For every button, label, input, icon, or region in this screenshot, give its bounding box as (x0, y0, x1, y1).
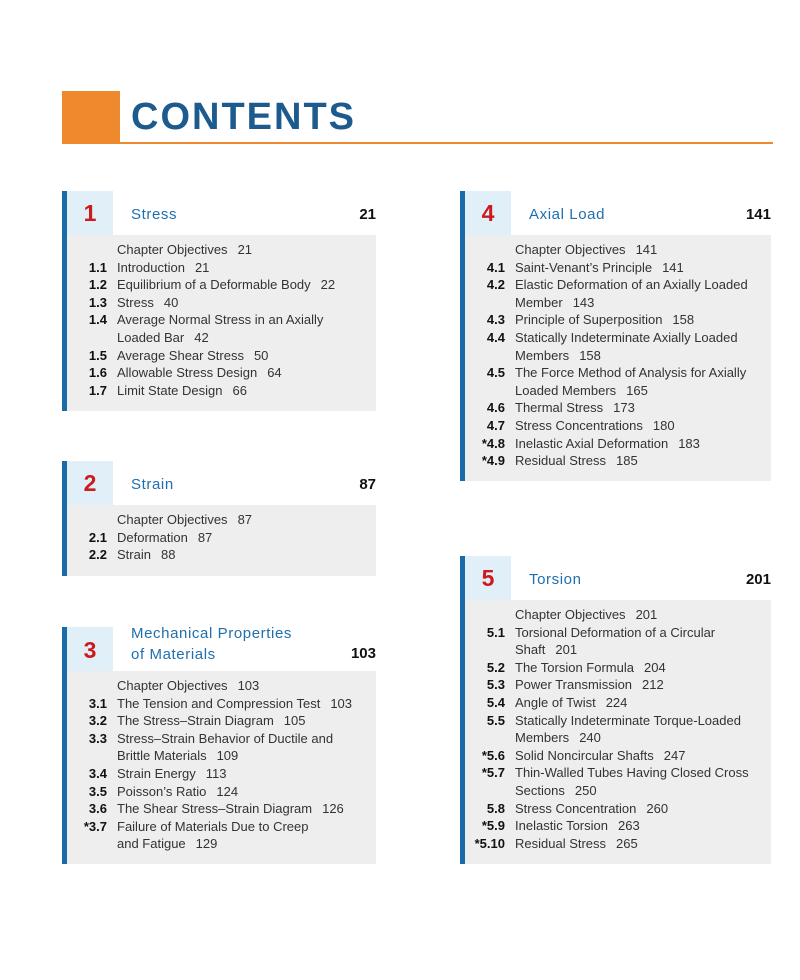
toc-entry[interactable] (67, 529, 367, 547)
toc-entry[interactable] (67, 712, 367, 730)
toc-entry[interactable] (465, 835, 761, 853)
section-title: Average Normal Stress in an Axially Loaded Bar (117, 312, 324, 345)
toc-entry[interactable] (67, 259, 367, 277)
toc-entry[interactable] (67, 294, 367, 312)
section-title: Thermal Stress (515, 400, 604, 416)
section-page: 143 (572, 294, 595, 310)
toc-entry[interactable] (67, 695, 367, 713)
section-title: Saint-Venant’s Principle (515, 259, 653, 275)
section-page: 165 (626, 382, 648, 398)
section-title: Inelastic Torsion (515, 818, 608, 834)
section-page: 224 (605, 694, 628, 710)
section-page: 129 (195, 836, 218, 852)
section-title: Strain Energy (117, 765, 196, 781)
toc-entry[interactable] (465, 452, 761, 470)
section-page: 103 (330, 695, 353, 711)
chapter-page: 21 (359, 206, 376, 223)
section-title: Chapter Objectives (117, 512, 228, 527)
section-title: Power Transmission (515, 677, 633, 693)
section-title: Chapter Objectives (515, 607, 626, 622)
section-number: *5.6 (481, 747, 505, 763)
section-number: 3.4 (88, 765, 107, 781)
section-number: *3.7 (83, 818, 107, 834)
section-page: 21 (194, 259, 210, 275)
section-title: Strain (117, 547, 151, 563)
section-page: 42 (194, 329, 209, 345)
chapter-page: 201 (745, 571, 771, 588)
chapter-title-line-2[interactable]: of Materials (131, 646, 216, 663)
entry-list (67, 241, 367, 399)
toc-entry[interactable] (465, 817, 761, 835)
chapter-4 (460, 191, 771, 481)
toc-entry[interactable] (465, 311, 761, 329)
section-page: 201 (635, 607, 658, 622)
section-page: 126 (322, 801, 344, 817)
chapter-number: 5 (481, 565, 495, 591)
section-title: Solid Noncircular Shafts (515, 747, 654, 763)
section-title: Equilibrium of a Deformable Body (117, 277, 311, 293)
section-title: Stress–Strain Behavior of Ductile and Brittle Materials (117, 730, 334, 764)
toc-entry[interactable] (465, 364, 761, 399)
section-title: Inelastic Axial Deformation (515, 435, 669, 451)
toc-entry[interactable] (465, 329, 761, 364)
toc-entry[interactable] (67, 818, 367, 853)
section-title: The Torsion Formula (515, 659, 634, 675)
section-title: Thin-Walled Tubes Having Closed Cross Sections (515, 765, 749, 798)
section-title: The Force Method of Analysis for Axially Loaded Members (515, 365, 747, 398)
section-number: 1.3 (88, 294, 107, 310)
toc-entry[interactable] (465, 800, 761, 818)
chapter-number: 1 (83, 200, 97, 226)
section-number: 4.4 (486, 329, 505, 345)
section-number: 1.4 (88, 312, 107, 328)
section-page: 64 (267, 365, 282, 381)
chapter-number: 4 (481, 200, 495, 226)
section-number: 2.1 (88, 529, 107, 545)
section-page: 50 (253, 347, 269, 363)
section-title: Elastic Deformation of an Axially Loaded Member (515, 277, 748, 310)
section-title: Stress Concentrations (515, 417, 643, 433)
section-page: 88 (160, 547, 176, 563)
chapter-number-box (465, 191, 511, 235)
section-title: Stress (117, 294, 154, 310)
toc-entry[interactable] (465, 694, 761, 712)
section-number: 5.4 (486, 694, 505, 710)
chapter-number-box (67, 461, 113, 505)
section-page: 87 (197, 529, 213, 545)
toc-entry[interactable] (67, 783, 367, 801)
section-number: 4.1 (486, 259, 505, 275)
section-number: 5.8 (486, 800, 505, 816)
section-number: *5.9 (481, 818, 505, 834)
chapter-number-box (67, 627, 113, 671)
chapter-page: 87 (359, 476, 376, 493)
section-title: Statically Indeterminate Axially Loaded Members (515, 329, 738, 363)
toc-entry[interactable] (67, 677, 367, 695)
section-page: 204 (643, 659, 666, 675)
chapter-1 (62, 191, 376, 411)
section-page: 212 (642, 677, 664, 693)
header-accent-block (62, 91, 120, 143)
chapter-5 (460, 556, 771, 864)
section-page: 40 (163, 294, 179, 310)
toc-entry[interactable] (67, 382, 367, 400)
section-title: The Shear Stress–Strain Diagram (117, 801, 313, 817)
section-number: 1.7 (88, 382, 107, 398)
section-page: 201 (555, 642, 578, 658)
chapter-number-box (465, 556, 511, 600)
toc-entry[interactable] (67, 765, 367, 783)
toc-entry[interactable] (67, 730, 367, 765)
section-title: Angle of Twist (515, 694, 596, 710)
section-number: 1.5 (88, 347, 107, 363)
toc-entry[interactable] (465, 659, 761, 677)
toc-entry[interactable] (67, 800, 367, 818)
toc-entry[interactable] (67, 276, 367, 294)
section-page: 183 (678, 435, 700, 451)
section-number: 5.3 (486, 677, 505, 693)
section-number: 1.2 (88, 277, 107, 293)
chapter-title[interactable]: Strain (131, 476, 174, 493)
toc-entry[interactable] (465, 435, 761, 453)
toc-entry[interactable] (465, 606, 761, 624)
section-number: *5.7 (481, 765, 505, 781)
chapter-3 (62, 627, 376, 864)
section-page: 173 (613, 400, 635, 416)
toc-entry[interactable] (465, 259, 761, 277)
section-page: 180 (652, 417, 675, 433)
section-page: 250 (574, 782, 597, 798)
section-number: 3.1 (88, 695, 107, 711)
section-title: Average Shear Stress (117, 347, 244, 363)
toc-entry[interactable] (465, 276, 761, 311)
toc-entry[interactable] (465, 676, 761, 694)
section-title: Torsional Deformation of a Circular Shaft (515, 624, 716, 658)
section-page: 124 (216, 783, 239, 799)
section-page: 265 (616, 835, 638, 851)
section-page: 240 (579, 730, 601, 746)
section-title: The Tension and Compression Test (117, 695, 321, 711)
section-number: 5.1 (486, 624, 505, 640)
chapter-page: 141 (745, 206, 771, 223)
toc-entry[interactable] (465, 747, 761, 765)
entry-list (465, 241, 761, 470)
toc-entry[interactable] (67, 347, 367, 365)
chapter-number-box (67, 191, 113, 235)
toc-entry[interactable] (465, 764, 761, 799)
section-number: 5.5 (486, 712, 505, 728)
toc-entry[interactable] (67, 241, 367, 259)
section-page: 185 (616, 453, 638, 469)
chapter-title[interactable]: Torsion (529, 571, 582, 588)
section-page: 247 (663, 747, 686, 763)
section-number: 4.5 (486, 365, 505, 381)
section-number: 4.6 (486, 400, 505, 416)
section-page: 141 (662, 259, 684, 275)
section-number: 4.3 (486, 312, 505, 328)
chapter-number: 2 (83, 470, 97, 496)
section-page: 103 (237, 678, 260, 693)
section-title: Failure of Materials Due to Creep and Fatigue (117, 818, 309, 852)
section-page: 141 (635, 242, 658, 257)
toc-entry[interactable] (67, 511, 367, 529)
section-number: *4.9 (481, 453, 505, 469)
section-page: 109 (216, 748, 239, 764)
section-page: 105 (283, 713, 306, 729)
section-page: 22 (320, 277, 336, 293)
chapter-title[interactable]: Mechanical Properties (131, 625, 293, 642)
section-number: 5.2 (486, 659, 505, 675)
page-title: CONTENTS (131, 96, 356, 138)
section-page: 113 (205, 765, 227, 781)
section-number: 2.2 (88, 547, 107, 563)
section-title: Limit State Design (117, 382, 223, 398)
section-title: The Stress–Strain Diagram (117, 713, 274, 729)
section-number: 3.3 (88, 730, 107, 746)
chapter-page: 103 (350, 645, 376, 662)
entry-list (67, 511, 367, 564)
section-title: Deformation (117, 529, 188, 545)
section-number: 1.1 (88, 259, 107, 275)
entry-list (67, 677, 367, 853)
toc-entry[interactable] (465, 399, 761, 417)
section-page: 158 (672, 312, 695, 328)
section-page: 260 (646, 800, 669, 816)
section-number: 3.2 (88, 713, 107, 729)
section-title: Poisson’s Ratio (117, 783, 207, 799)
section-title: Residual Stress (515, 453, 607, 469)
section-number: *4.8 (481, 435, 505, 451)
toc-entry[interactable] (465, 712, 761, 747)
chapter-number: 3 (83, 637, 97, 663)
toc-entry[interactable] (465, 417, 761, 435)
section-title: Allowable Stress Design (117, 365, 258, 381)
section-number: *5.10 (474, 835, 505, 851)
section-title: Chapter Objectives (515, 242, 626, 257)
chapter-2 (62, 461, 376, 576)
section-title: Principle of Superposition (515, 312, 663, 328)
section-title: Stress Concentration (515, 800, 637, 816)
section-number: 4.7 (486, 417, 505, 433)
chapter-title[interactable]: Axial Load (529, 206, 606, 223)
section-number: 4.2 (486, 277, 505, 293)
section-title: Residual Stress (515, 835, 607, 851)
chapter-title[interactable]: Stress (131, 206, 178, 223)
section-title: Statically Indeterminate Torque-Loaded Members (515, 712, 741, 746)
section-title: Chapter Objectives (117, 678, 228, 693)
entry-list (465, 606, 761, 852)
title-rule (62, 142, 773, 144)
section-page: 263 (617, 818, 640, 834)
section-page: 21 (237, 242, 253, 257)
toc-entry[interactable] (67, 546, 367, 564)
section-number: 1.6 (88, 365, 107, 381)
section-page: 158 (579, 347, 601, 363)
toc-entry[interactable] (465, 624, 761, 659)
section-page: 87 (237, 512, 253, 527)
section-title: Chapter Objectives (117, 242, 228, 257)
toc-entry[interactable] (67, 311, 367, 346)
section-title: Introduction (117, 259, 185, 275)
toc-entry[interactable] (465, 241, 761, 259)
toc-entry[interactable] (67, 364, 367, 382)
section-number: 3.5 (88, 783, 107, 799)
section-number: 3.6 (88, 801, 107, 817)
section-page: 66 (232, 382, 247, 398)
